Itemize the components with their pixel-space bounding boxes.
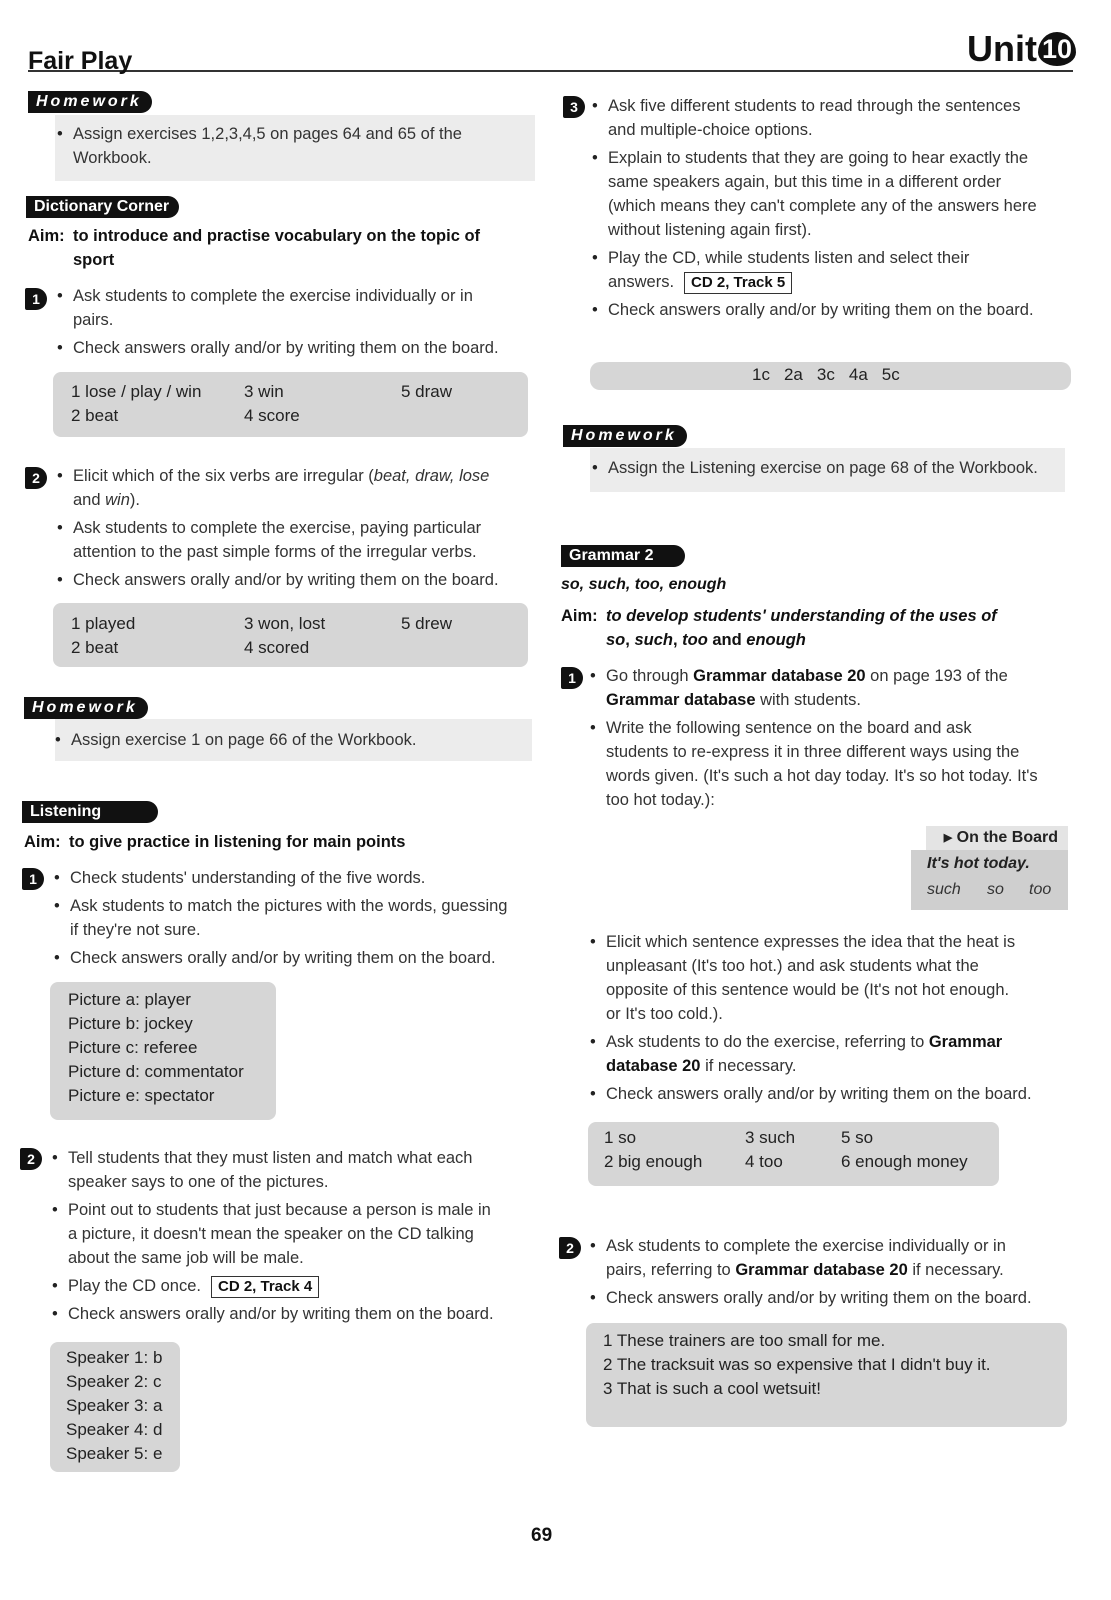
answer-item: 1 played [71,614,136,633]
answer-item: 4 scored [244,638,310,657]
bullet-line [73,488,489,512]
instruction-bullet [70,894,507,942]
cd-track-label: CD 2, Track 4 [211,1276,319,1298]
bullet-line: • Ask students to complete the exercise, paying particular [73,519,482,537]
answer-item: Speaker 1: b [66,1348,163,1367]
board-sentence: It's hot today. [927,855,1030,872]
text-run: if necessary. [700,1057,797,1075]
play-triangle-icon: ▶ [943,832,953,844]
text-run-bold: Grammar database 20 [735,1261,908,1279]
bullet-line: a picture, it doesn't mean the speaker on the CD talking [68,1225,474,1243]
instruction-bullet: • Check answers orally and/or by writing them on the board. [70,946,496,970]
listening-tag: Listening [22,801,158,823]
instruction-bullet [608,246,969,294]
answer-item: 2 The tracksuit was so expensive that I didn't buy it. [603,1355,991,1374]
answer-item: Speaker 3: a [66,1396,163,1415]
answer-item: 3c [816,365,835,384]
text-run: Play the CD once. [68,1277,201,1295]
answer-item: 5 drew [401,614,453,633]
homework-bullet: • Assign exercise 1 on page 66 of the Workbook. [71,728,417,752]
answer-value: spectator [144,1086,215,1105]
answer-item: Speaker 4: d [66,1420,163,1439]
exercise-number-badge: 2 [25,467,47,489]
answer-item: 2 big enough [604,1152,703,1171]
answer-item: 2 beat [71,638,119,657]
bullet-line [73,464,489,488]
homework-tag: Homework [563,425,687,447]
dictionary-corner-tag: Dictionary Corner [26,196,179,218]
answer-item: 5 so [841,1128,874,1147]
page-title: Fair Play [28,47,133,75]
cd-track-label: CD 2, Track 5 [684,272,792,294]
answer-item: 5 draw [401,382,453,401]
board-word: so [987,881,1004,898]
answer-item: 2 beat [71,406,119,425]
text-run-italic: beat, draw, lose [373,467,490,485]
bullet-line: • Assign exercises 1,2,3,4,5 on pages 64 and 65 of the [73,125,462,143]
bullet-line: • Ask five different students to read through the sentences [608,97,1021,115]
answer-item: Speaker 2: c [66,1372,162,1391]
answer-value: player [144,990,191,1009]
answer-label: Picture b: [68,1014,140,1033]
homework-bullet: • Assign the Listening exercise on page 68 of the Workbook. [608,456,1038,480]
bullet-line: unpleasant (It's too hot.) and ask students what the [606,957,979,975]
answer-item [68,990,191,1010]
bullet-line: • Point out to students that just because a person is male in [68,1201,491,1219]
on-the-board-label: On the Board [956,829,1058,846]
dictionary-aim [28,224,528,274]
answer-value: jockey [144,1014,193,1033]
answer-item: 3 win [244,382,284,401]
text-run-bold: Grammar [928,1033,1003,1051]
answer-item: 4 too [745,1152,783,1171]
text-run: if necessary. [907,1261,1004,1279]
instruction-bullet: • Check answers orally and/or by writing them on the board. [606,1082,1032,1106]
answer-row [752,363,900,387]
listening-aim [24,830,524,854]
text-run: Ask students to do the exercise, referring to [606,1033,929,1051]
bullet-line: speaker says to one of the pictures. [68,1173,329,1191]
instruction-bullet [606,1234,1006,1282]
board-word: such [927,881,961,898]
bullet-line: Workbook. [73,149,152,167]
text-run-italic: too [682,631,708,649]
answer-item: 5c [881,365,900,384]
text-run-italic: enough [746,631,806,649]
text-run-bold: Grammar database [606,691,756,709]
text-run: pairs, referring to [606,1261,736,1279]
bullet-line: attention to the past simple forms of the irregular verbs. [73,543,477,561]
text-run: , [625,631,635,649]
on-the-board-box [911,850,1068,910]
instruction-bullet: • Check students' understanding of the five words. [70,866,425,890]
bullet-line: • Ask students to complete the exercise individually or in [606,1237,1006,1255]
bullet-line: if they're not sure. [70,921,201,939]
grammar-tag: Grammar 2 [561,545,685,567]
bullet-line: opposite of this sentence would be (It's not hot enough. [606,981,1010,999]
bullet-line: • Ask students to complete the exercise individually or in [73,287,473,305]
text-run-italic: such [634,631,673,649]
aim-text: to develop students' understanding of the uses of [606,607,997,625]
answer-label: Picture e: [68,1086,140,1105]
bullet-line: pairs. [73,311,114,329]
answer-value: referee [143,1038,198,1057]
homework-tag: Homework [24,697,148,719]
instruction-bullet [68,1198,491,1270]
text-run: and [73,491,106,509]
answer-value: commentator [144,1062,244,1081]
answer-item: 6 enough money [841,1152,968,1171]
unit-number-badge: 10 [1038,32,1076,66]
instruction-bullet: • Check answers orally and/or by writing them on the board. [73,336,499,360]
bullet-line: (which means they can't complete any of the answers here [608,197,1037,215]
page-number: 69 [531,1525,553,1546]
instruction-bullet [73,516,481,564]
text-run: answers. [608,273,675,291]
answer-label: Picture c: [68,1038,139,1057]
grammar-aim [561,604,1081,654]
bullet-line [606,1054,1002,1078]
instruction-bullet: • Check answers orally and/or by writing them on the board. [68,1302,494,1326]
answer-item [68,1062,244,1082]
instruction-bullet: • Check answers orally and/or by writing them on the board. [608,298,1034,322]
instruction-bullet [68,1146,472,1194]
answer-item: 3 won, lost [244,614,326,633]
bullet-line [606,688,1008,712]
instruction-bullet [608,94,1020,142]
aim-text: sport [73,251,115,269]
bullet-line: too hot today.): [606,791,715,809]
answer-label: Picture a: [68,990,140,1009]
answer-item: 1 These trainers are too small for me. [603,1331,886,1350]
exercise-number-badge: 2 [559,1237,581,1259]
instruction-bullet [606,1030,1002,1078]
text-run-italic: win [105,491,130,509]
exercise-number-badge: 3 [563,96,585,118]
answer-item: Speaker 5: e [66,1444,163,1463]
unit-label [967,28,1076,70]
on-the-board-heading [926,826,1068,850]
homework-bullet [73,122,462,170]
bullet-line [606,1030,1002,1054]
exercise-number-badge: 1 [22,868,44,890]
answer-item: 1 lose / play / win [71,382,202,401]
answer-item [68,1086,214,1106]
bullet-line: • Play the CD, while students listen and select their [608,249,970,267]
board-word: too [1029,881,1052,898]
page-header [28,28,1073,75]
instruction-bullet [68,1274,319,1298]
aim-text [606,628,806,652]
grammar-subtitle: so, such, too, enough [561,576,727,593]
exercise-number-badge: 1 [25,288,47,310]
instruction-bullet [606,930,1015,1026]
unit-text: Unit [966,28,1037,69]
bullet-line: words given. (It's such a hot day today. It's so hot today. It's [606,767,1038,785]
bullet-line: • Elicit which sentence expresses the idea that the heat is [606,933,1016,951]
bullet-line: • Tell students that they must listen and match what each [68,1149,473,1167]
bullet-line: about the same job will be male. [68,1249,304,1267]
text-run-italic: so [606,631,626,649]
text-run: with students. [755,691,861,709]
exercise-number-badge: 1 [561,667,583,689]
text-run: and [707,631,747,649]
bullet-line: students to re-express it in three different ways using the [606,743,1020,761]
answer-item: 4 score [244,406,300,425]
answer-item: 1 so [604,1128,637,1147]
exercise-number-badge: 2 [20,1148,42,1170]
text-run: , [672,631,683,649]
answer-item: 3 such [745,1128,796,1147]
aim-label: Aim: [24,833,61,851]
instruction-bullet [73,464,489,512]
bullet-line [608,270,969,294]
answer-item: 3 That is such a cool wetsuit! [603,1379,821,1398]
aim-label: Aim: [561,607,598,625]
answer-label: Picture d: [68,1062,140,1081]
answer-item [68,1038,197,1058]
instruction-bullet [606,664,1008,712]
instruction-bullet: • Check answers orally and/or by writing them on the board. [606,1286,1032,1310]
bullet-line: • Ask students to match the pictures with the words, guessing [70,897,508,915]
aim-label: Aim: [28,227,65,245]
instruction-bullet [606,716,1038,812]
text-run: ). [129,491,140,509]
aim-text: to introduce and practise vocabulary on the topic of [73,227,481,245]
bullet-line: without listening again first). [608,221,812,239]
bullet-line: or It's too cold.). [606,1005,723,1023]
bullet-line: • Write the following sentence on the board and ask [606,719,972,737]
text-run: on page 193 of the [865,667,1008,685]
instruction-bullet [73,284,473,332]
text-run: Elicit which of the six verbs are irregular ( [73,467,374,485]
bullet-line [606,664,1008,688]
bullet-line: same speakers again, but this time in a different order [608,173,1002,191]
instruction-bullet: • Check answers orally and/or by writing them on the board. [73,568,499,592]
text-run-bold: Grammar database 20 [693,667,866,685]
text-run-bold: database 20 [606,1057,701,1075]
text-run: Go through [606,667,694,685]
answer-item: 1c [752,365,770,384]
aim-text: to give practice in listening for main points [69,833,406,851]
answer-item [68,1014,193,1034]
homework-tag: Homework [28,91,152,113]
bullet-line: • Explain to students that they are going to hear exactly the [608,149,1029,167]
instruction-bullet [608,146,1037,242]
bullet-line: and multiple-choice options. [608,121,813,139]
bullet-line [606,1258,1006,1282]
answer-item: 2a [783,365,803,384]
answer-item: 4a [848,365,868,384]
